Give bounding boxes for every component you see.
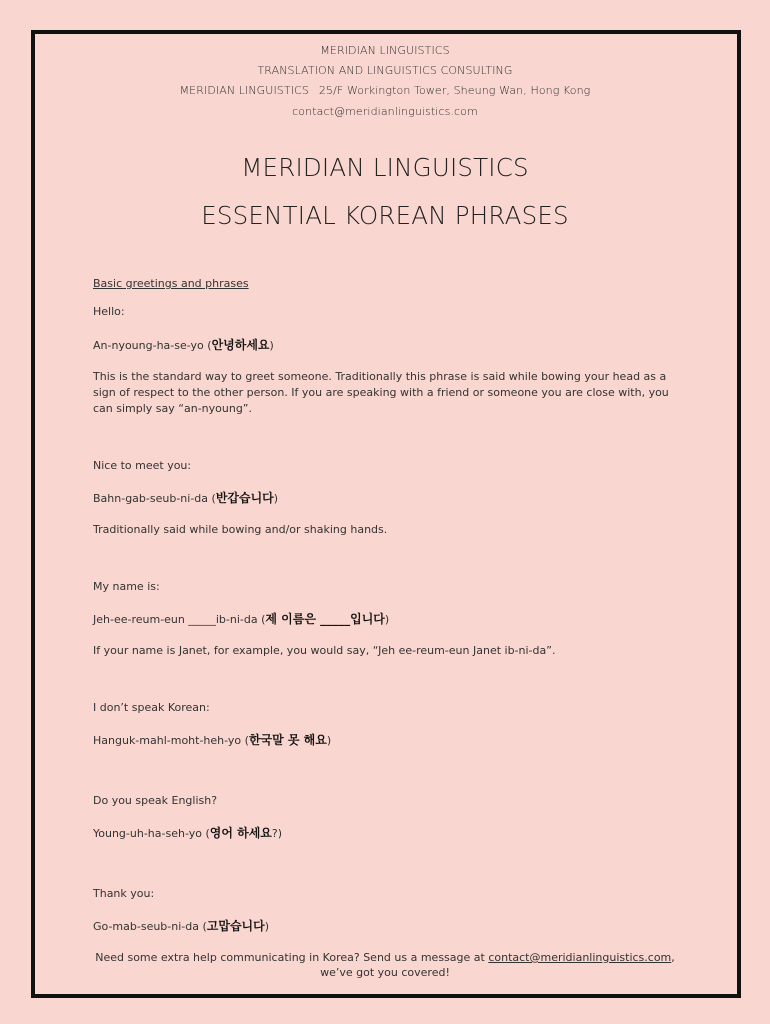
address-company-name: MERIDIAN LINGUISTICS — [179, 84, 309, 97]
korean-text: 한국말 못 해요 — [248, 733, 327, 747]
phrase-label-thank-you: Thank you: — [93, 887, 155, 900]
footer-text-before: Need some extra help communicating in Korea? Send us a message at — [95, 951, 489, 964]
section-heading: Basic greetings and phrases — [93, 277, 249, 290]
company-address-line — [0, 84, 770, 97]
romanization-text: Young-uh-ha-seh-yo ( — [93, 827, 210, 840]
phrase-romanization-my-name — [93, 611, 673, 628]
phrase-label-dont-speak-korean: I don’t speak Korean: — [93, 701, 210, 714]
paren-close: ) — [384, 613, 390, 626]
paren-close: ) — [264, 920, 270, 933]
romanization-text: Jeh-ee-reum-eun _____ib-ni-da ( — [93, 613, 266, 626]
company-email[interactable]: contact@meridianlinguistics.com — [292, 105, 478, 118]
document-title: MERIDIAN LINGUISTICS — [241, 153, 529, 182]
paren-close: ) — [326, 734, 332, 747]
romanization-text: Go-mab-seub-ni-da ( — [93, 920, 207, 933]
korean-text: 반갑습니다 — [215, 491, 274, 505]
phrase-note-hello: This is the standard way to greet someone. Traditionally this phrase is said while bowing your head as a sign of respect to the other person. If you are speaking with a friend or someone you are close with, you can simply say “an-nyoung”. — [93, 370, 669, 415]
phrase-label-my-name: My name is: — [93, 580, 160, 593]
phrase-romanization-nice-to-meet — [93, 490, 673, 507]
phrase-romanization-dont-speak-korean — [93, 732, 673, 749]
footer-cta — [90, 950, 680, 980]
footer-email-link[interactable]: contact@meridianlinguistics.com — [488, 951, 672, 964]
phrase-romanization-hello — [93, 337, 673, 354]
paren-close: ?) — [271, 827, 283, 840]
romanization-text: Hanguk-mahl-moht-heh-yo ( — [93, 734, 249, 747]
company-tagline: TRANSLATION AND LINGUISTICS CONSULTING — [257, 64, 513, 77]
footer-text-after: , we’ve got you covered! — [320, 951, 675, 979]
address-text: 25/F Workington Tower, Sheung Wan, Hong Kong — [318, 84, 591, 97]
document-subtitle: ESSENTIAL KOREAN PHRASES — [201, 201, 569, 230]
romanization-text: An-nyoung-ha-se-yo ( — [93, 339, 212, 352]
phrase-note-nice-to-meet: Traditionally said while bowing and/or shaking hands. — [93, 523, 388, 536]
korean-text: 안녕하세요 — [211, 338, 270, 352]
paren-close: ) — [269, 339, 274, 352]
phrase-label-speak-english: Do you speak English? — [93, 794, 218, 807]
korean-text: 고맙습니다 — [206, 919, 265, 933]
company-name: MERIDIAN LINGUISTICS — [320, 44, 450, 57]
phrase-romanization-speak-english — [93, 825, 673, 842]
phrase-romanization-thank-you — [93, 918, 673, 935]
phrase-label-hello: Hello: — [93, 305, 125, 318]
paren-close: ) — [273, 492, 279, 505]
romanization-text: Bahn-gab-seub-ni-da ( — [93, 492, 216, 505]
korean-text: 제 이름은 _____입니다 — [265, 612, 385, 626]
korean-text: 영어 하세요 — [209, 826, 272, 840]
phrase-note-my-name: If your name is Janet, for example, you would say, “Jeh ee-reum-eun Janet ib-ni-da”. — [93, 644, 556, 657]
phrase-label-nice-to-meet: Nice to meet you: — [93, 459, 192, 472]
